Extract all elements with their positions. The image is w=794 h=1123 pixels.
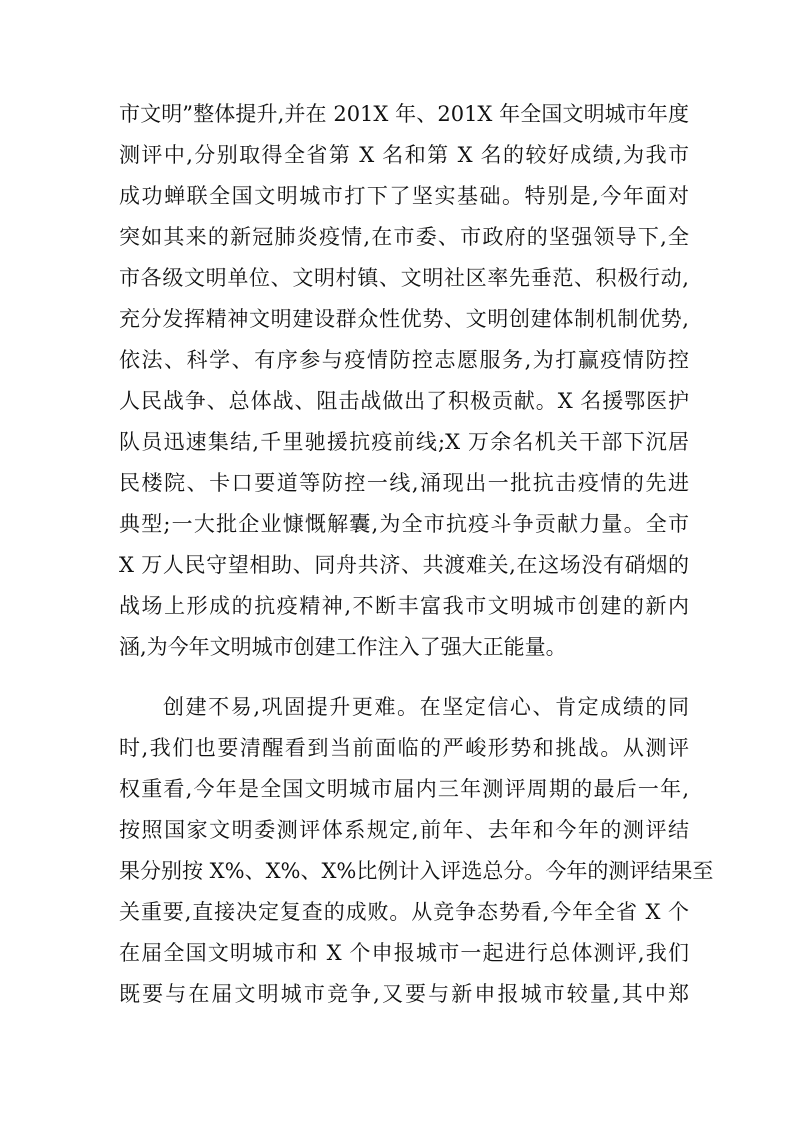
paragraph-1 xyxy=(119,94,689,668)
text-line: 民楼院、卡口要道等防控一线,涌现出一批抗击疫情的先进 xyxy=(119,471,689,495)
text-line: 时,我们也要清醒看到当前面临的严峻形势和挑战。从测评 xyxy=(119,736,689,760)
text-line: 市各级文明单位、文明村镇、文明社区率先垂范、积极行动, xyxy=(119,266,689,290)
text-line: 按照国家文明委测评体系规定,前年、去年和今年的测评结 xyxy=(119,818,689,842)
text-line: 队员迅速集结,千里驰援抗疫前线;X 万余名机关干部下沉居 xyxy=(119,430,689,454)
text-line: 果分别按 X%、X%、X%比例计入评选总分。今年的测评结果至 xyxy=(119,859,714,883)
text-line: 测评中,分别取得全省第 X 名和第 X 名的较好成绩,为我市 xyxy=(119,143,689,167)
paragraph-2 xyxy=(119,687,714,1015)
text-line: 市文明”整体提升,并在 201X 年、201X 年全国文明城市年度 xyxy=(119,102,689,126)
text-line: 充分发挥精神文明建设群众性优势、文明创建体制机制优势, xyxy=(119,307,689,331)
text-line: 创建不易,巩固提升更难。在坚定信心、肯定成绩的同 xyxy=(163,695,689,719)
text-line: 在届全国文明城市和 X 个申报城市一起进行总体测评,我们 xyxy=(119,941,689,965)
text-line: 涵,为今年文明城市创建工作注入了强大正能量。 xyxy=(119,635,567,659)
text-line: 人民战争、总体战、阻击战做出了积极贡献。X 名援鄂医护 xyxy=(119,389,689,413)
text-line: 既要与在届文明城市竞争,又要与新申报城市较量,其中郑 xyxy=(119,982,689,1006)
text-line: 权重看,今年是全国文明城市届内三年测评周期的最后一年, xyxy=(119,777,689,801)
text-line: 关重要,直接决定复查的成败。从竞争态势看,今年全省 X 个 xyxy=(119,900,689,924)
text-line: 成功蝉联全国文明城市打下了坚实基础。特别是,今年面对 xyxy=(119,184,689,208)
text-line: 典型;一大批企业慷慨解囊,为全市抗疫斗争贡献力量。全市 xyxy=(119,512,689,536)
text-line: 依法、科学、有序参与疫情防控志愿服务,为打赢疫情防控 xyxy=(119,348,689,372)
text-line: 战场上形成的抗疫精神,不断丰富我市文明城市创建的新内 xyxy=(119,594,689,618)
text-line: 突如其来的新冠肺炎疫情,在市委、市政府的坚强领导下,全 xyxy=(119,225,689,249)
text-line: X 万人民守望相助、同舟共济、共渡难关,在这场没有硝烟的 xyxy=(119,553,689,577)
